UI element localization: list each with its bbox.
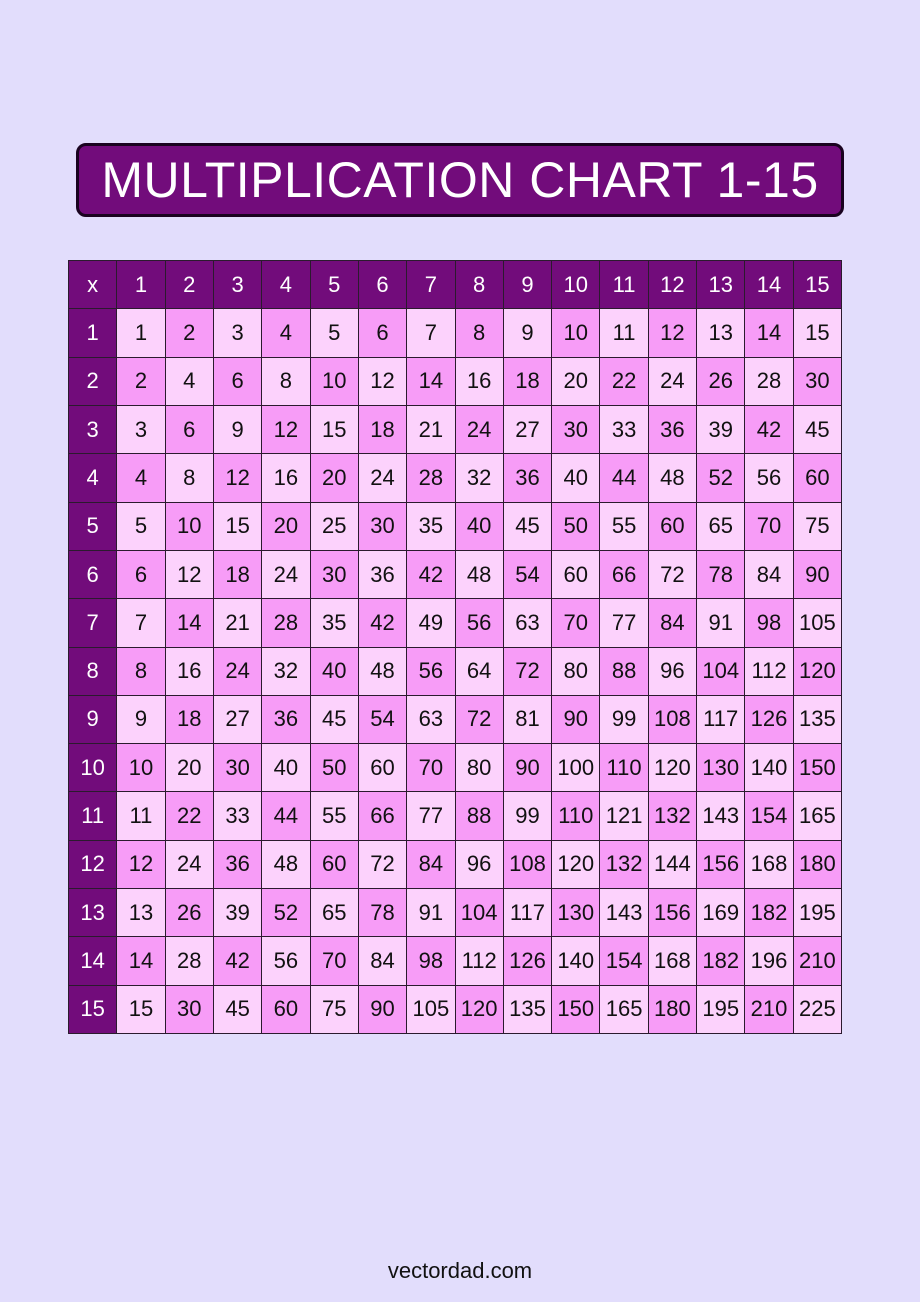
product-cell: 64 — [456, 648, 504, 696]
product-cell: 80 — [456, 744, 504, 792]
product-cell: 225 — [794, 986, 842, 1034]
product-cell: 10 — [552, 309, 600, 357]
product-cell: 30 — [311, 551, 359, 599]
product-cell: 65 — [311, 889, 359, 937]
row-header: 9 — [69, 696, 117, 744]
product-cell: 56 — [456, 599, 504, 647]
product-cell: 30 — [359, 503, 407, 551]
product-cell: 105 — [407, 986, 455, 1034]
row-header: 7 — [69, 599, 117, 647]
product-cell: 135 — [504, 986, 552, 1034]
product-cell: 14 — [166, 599, 214, 647]
product-cell: 40 — [456, 503, 504, 551]
product-cell: 12 — [117, 841, 165, 889]
product-cell: 28 — [262, 599, 310, 647]
column-header: 10 — [552, 261, 600, 309]
product-cell: 48 — [649, 454, 697, 502]
product-cell: 105 — [794, 599, 842, 647]
product-cell: 14 — [407, 358, 455, 406]
product-cell: 182 — [697, 937, 745, 985]
product-cell: 35 — [407, 503, 455, 551]
product-cell: 32 — [456, 454, 504, 502]
product-cell: 20 — [311, 454, 359, 502]
product-cell: 195 — [697, 986, 745, 1034]
row-header: 1 — [69, 309, 117, 357]
product-cell: 28 — [166, 937, 214, 985]
product-cell: 120 — [649, 744, 697, 792]
product-cell: 54 — [359, 696, 407, 744]
product-cell: 12 — [359, 358, 407, 406]
product-cell: 132 — [649, 792, 697, 840]
product-cell: 196 — [745, 937, 793, 985]
product-cell: 143 — [697, 792, 745, 840]
product-cell: 210 — [794, 937, 842, 985]
product-cell: 88 — [456, 792, 504, 840]
product-cell: 14 — [117, 937, 165, 985]
product-cell: 44 — [600, 454, 648, 502]
product-cell: 78 — [697, 551, 745, 599]
product-cell: 52 — [262, 889, 310, 937]
product-cell: 28 — [745, 358, 793, 406]
product-cell: 70 — [407, 744, 455, 792]
product-cell: 195 — [794, 889, 842, 937]
product-cell: 12 — [262, 406, 310, 454]
product-cell: 35 — [311, 599, 359, 647]
product-cell: 27 — [504, 406, 552, 454]
column-header: 7 — [407, 261, 455, 309]
product-cell: 168 — [649, 937, 697, 985]
product-cell: 16 — [166, 648, 214, 696]
column-header: 5 — [311, 261, 359, 309]
corner-header: x — [69, 261, 117, 309]
product-cell: 121 — [600, 792, 648, 840]
product-cell: 96 — [456, 841, 504, 889]
product-cell: 10 — [311, 358, 359, 406]
product-cell: 3 — [117, 406, 165, 454]
product-cell: 132 — [600, 841, 648, 889]
product-cell: 36 — [504, 454, 552, 502]
product-cell: 72 — [504, 648, 552, 696]
product-cell: 72 — [649, 551, 697, 599]
product-cell: 50 — [311, 744, 359, 792]
product-cell: 18 — [504, 358, 552, 406]
product-cell: 16 — [456, 358, 504, 406]
product-cell: 36 — [649, 406, 697, 454]
product-cell: 99 — [504, 792, 552, 840]
row-header: 14 — [69, 937, 117, 985]
row-header: 8 — [69, 648, 117, 696]
product-cell: 44 — [262, 792, 310, 840]
product-cell: 130 — [697, 744, 745, 792]
product-cell: 150 — [552, 986, 600, 1034]
product-cell: 91 — [697, 599, 745, 647]
product-cell: 20 — [262, 503, 310, 551]
product-cell: 33 — [214, 792, 262, 840]
product-cell: 130 — [552, 889, 600, 937]
row-header: 2 — [69, 358, 117, 406]
product-cell: 28 — [407, 454, 455, 502]
product-cell: 91 — [407, 889, 455, 937]
product-cell: 9 — [214, 406, 262, 454]
product-cell: 84 — [359, 937, 407, 985]
product-cell: 8 — [117, 648, 165, 696]
product-cell: 2 — [166, 309, 214, 357]
product-cell: 45 — [504, 503, 552, 551]
product-cell: 9 — [117, 696, 165, 744]
product-cell: 126 — [504, 937, 552, 985]
product-cell: 6 — [214, 358, 262, 406]
product-cell: 24 — [262, 551, 310, 599]
product-cell: 25 — [311, 503, 359, 551]
product-cell: 40 — [262, 744, 310, 792]
product-cell: 120 — [794, 648, 842, 696]
product-cell: 50 — [552, 503, 600, 551]
product-cell: 110 — [552, 792, 600, 840]
product-cell: 100 — [552, 744, 600, 792]
product-cell: 27 — [214, 696, 262, 744]
product-cell: 6 — [117, 551, 165, 599]
product-cell: 15 — [311, 406, 359, 454]
product-cell: 48 — [262, 841, 310, 889]
product-cell: 4 — [117, 454, 165, 502]
product-cell: 104 — [697, 648, 745, 696]
product-cell: 30 — [552, 406, 600, 454]
product-cell: 32 — [262, 648, 310, 696]
row-header: 10 — [69, 744, 117, 792]
product-cell: 77 — [407, 792, 455, 840]
product-cell: 8 — [262, 358, 310, 406]
product-cell: 39 — [697, 406, 745, 454]
product-cell: 104 — [456, 889, 504, 937]
product-cell: 75 — [794, 503, 842, 551]
product-cell: 36 — [359, 551, 407, 599]
product-cell: 55 — [311, 792, 359, 840]
column-header: 8 — [456, 261, 504, 309]
product-cell: 84 — [649, 599, 697, 647]
product-cell: 90 — [504, 744, 552, 792]
product-cell: 18 — [214, 551, 262, 599]
product-cell: 12 — [166, 551, 214, 599]
product-cell: 24 — [359, 454, 407, 502]
row-header: 4 — [69, 454, 117, 502]
product-cell: 60 — [359, 744, 407, 792]
row-header: 15 — [69, 986, 117, 1034]
product-cell: 165 — [794, 792, 842, 840]
product-cell: 63 — [407, 696, 455, 744]
column-header: 15 — [794, 261, 842, 309]
product-cell: 120 — [552, 841, 600, 889]
product-cell: 117 — [697, 696, 745, 744]
product-cell: 11 — [600, 309, 648, 357]
product-cell: 40 — [311, 648, 359, 696]
title-banner — [76, 143, 844, 217]
product-cell: 6 — [166, 406, 214, 454]
product-cell: 108 — [649, 696, 697, 744]
footer-credit: vectordad.com — [387, 1258, 533, 1283]
product-cell: 81 — [504, 696, 552, 744]
column-header: 1 — [117, 261, 165, 309]
product-cell: 70 — [311, 937, 359, 985]
product-cell: 20 — [166, 744, 214, 792]
row-header: 11 — [69, 792, 117, 840]
product-cell: 21 — [407, 406, 455, 454]
product-cell: 90 — [794, 551, 842, 599]
product-cell: 72 — [456, 696, 504, 744]
column-header: 3 — [214, 261, 262, 309]
product-cell: 63 — [504, 599, 552, 647]
product-cell: 22 — [166, 792, 214, 840]
product-cell: 24 — [166, 841, 214, 889]
product-cell: 30 — [166, 986, 214, 1034]
product-cell: 144 — [649, 841, 697, 889]
product-cell: 45 — [214, 986, 262, 1034]
product-cell: 70 — [552, 599, 600, 647]
product-cell: 42 — [407, 551, 455, 599]
product-cell: 84 — [745, 551, 793, 599]
product-cell: 18 — [359, 406, 407, 454]
product-cell: 66 — [600, 551, 648, 599]
product-cell: 52 — [697, 454, 745, 502]
column-header: 13 — [697, 261, 745, 309]
row-header: 6 — [69, 551, 117, 599]
product-cell: 156 — [649, 889, 697, 937]
row-header: 12 — [69, 841, 117, 889]
product-cell: 60 — [311, 841, 359, 889]
product-cell: 13 — [117, 889, 165, 937]
product-cell: 56 — [262, 937, 310, 985]
product-cell: 48 — [456, 551, 504, 599]
product-cell: 110 — [600, 744, 648, 792]
row-header: 3 — [69, 406, 117, 454]
product-cell: 99 — [600, 696, 648, 744]
column-header: 11 — [600, 261, 648, 309]
product-cell: 112 — [745, 648, 793, 696]
product-cell: 9 — [504, 309, 552, 357]
product-cell: 156 — [697, 841, 745, 889]
product-cell: 84 — [407, 841, 455, 889]
product-cell: 165 — [600, 986, 648, 1034]
row-header: 5 — [69, 503, 117, 551]
product-cell: 140 — [552, 937, 600, 985]
product-cell: 15 — [117, 986, 165, 1034]
column-header: 12 — [649, 261, 697, 309]
product-cell: 60 — [262, 986, 310, 1034]
product-cell: 65 — [697, 503, 745, 551]
product-cell: 180 — [794, 841, 842, 889]
product-cell: 3 — [214, 309, 262, 357]
product-cell: 182 — [745, 889, 793, 937]
product-cell: 42 — [214, 937, 262, 985]
product-cell: 26 — [697, 358, 745, 406]
product-cell: 154 — [600, 937, 648, 985]
product-cell: 36 — [262, 696, 310, 744]
product-cell: 8 — [456, 309, 504, 357]
product-cell: 5 — [311, 309, 359, 357]
product-cell: 154 — [745, 792, 793, 840]
product-cell: 6 — [359, 309, 407, 357]
product-cell: 21 — [214, 599, 262, 647]
product-cell: 80 — [552, 648, 600, 696]
product-cell: 15 — [214, 503, 262, 551]
product-cell: 40 — [552, 454, 600, 502]
product-cell: 88 — [600, 648, 648, 696]
product-cell: 72 — [359, 841, 407, 889]
page-title: MULTIPLICATION CHART 1-15 — [101, 152, 819, 208]
product-cell: 168 — [745, 841, 793, 889]
product-cell: 150 — [794, 744, 842, 792]
product-cell: 98 — [745, 599, 793, 647]
product-cell: 45 — [311, 696, 359, 744]
product-cell: 24 — [456, 406, 504, 454]
product-cell: 78 — [359, 889, 407, 937]
product-cell: 2 — [117, 358, 165, 406]
product-cell: 45 — [794, 406, 842, 454]
product-cell: 5 — [117, 503, 165, 551]
product-cell: 60 — [552, 551, 600, 599]
product-cell: 24 — [214, 648, 262, 696]
product-cell: 4 — [262, 309, 310, 357]
product-cell: 143 — [600, 889, 648, 937]
product-cell: 18 — [166, 696, 214, 744]
product-cell: 48 — [359, 648, 407, 696]
product-cell: 90 — [359, 986, 407, 1034]
product-cell: 1 — [117, 309, 165, 357]
column-header: 2 — [166, 261, 214, 309]
product-cell: 16 — [262, 454, 310, 502]
column-header: 6 — [359, 261, 407, 309]
product-cell: 126 — [745, 696, 793, 744]
product-cell: 13 — [697, 309, 745, 357]
product-cell: 117 — [504, 889, 552, 937]
product-cell: 75 — [311, 986, 359, 1034]
product-cell: 15 — [794, 309, 842, 357]
product-cell: 70 — [745, 503, 793, 551]
product-cell: 10 — [166, 503, 214, 551]
product-cell: 66 — [359, 792, 407, 840]
product-cell: 7 — [407, 309, 455, 357]
product-cell: 56 — [407, 648, 455, 696]
product-cell: 39 — [214, 889, 262, 937]
product-cell: 98 — [407, 937, 455, 985]
product-cell: 14 — [745, 309, 793, 357]
product-cell: 120 — [456, 986, 504, 1034]
product-cell: 36 — [214, 841, 262, 889]
product-cell: 108 — [504, 841, 552, 889]
product-cell: 42 — [745, 406, 793, 454]
product-cell: 24 — [649, 358, 697, 406]
product-cell: 30 — [794, 358, 842, 406]
product-cell: 90 — [552, 696, 600, 744]
product-cell: 140 — [745, 744, 793, 792]
product-cell: 30 — [214, 744, 262, 792]
product-cell: 20 — [552, 358, 600, 406]
product-cell: 22 — [600, 358, 648, 406]
product-cell: 12 — [214, 454, 262, 502]
product-cell: 49 — [407, 599, 455, 647]
product-cell: 4 — [166, 358, 214, 406]
row-header: 13 — [69, 889, 117, 937]
multiplication-table — [68, 260, 842, 1034]
product-cell: 54 — [504, 551, 552, 599]
product-cell: 33 — [600, 406, 648, 454]
product-cell: 112 — [456, 937, 504, 985]
product-cell: 169 — [697, 889, 745, 937]
product-cell: 12 — [649, 309, 697, 357]
product-cell: 210 — [745, 986, 793, 1034]
product-cell: 60 — [794, 454, 842, 502]
product-cell: 77 — [600, 599, 648, 647]
product-cell: 60 — [649, 503, 697, 551]
product-cell: 11 — [117, 792, 165, 840]
product-cell: 42 — [359, 599, 407, 647]
product-cell: 55 — [600, 503, 648, 551]
product-cell: 8 — [166, 454, 214, 502]
product-cell: 96 — [649, 648, 697, 696]
product-cell: 10 — [117, 744, 165, 792]
product-cell: 7 — [117, 599, 165, 647]
product-cell: 26 — [166, 889, 214, 937]
product-cell: 56 — [745, 454, 793, 502]
product-cell: 135 — [794, 696, 842, 744]
column-header: 9 — [504, 261, 552, 309]
column-header: 4 — [262, 261, 310, 309]
product-cell: 180 — [649, 986, 697, 1034]
column-header: 14 — [745, 261, 793, 309]
